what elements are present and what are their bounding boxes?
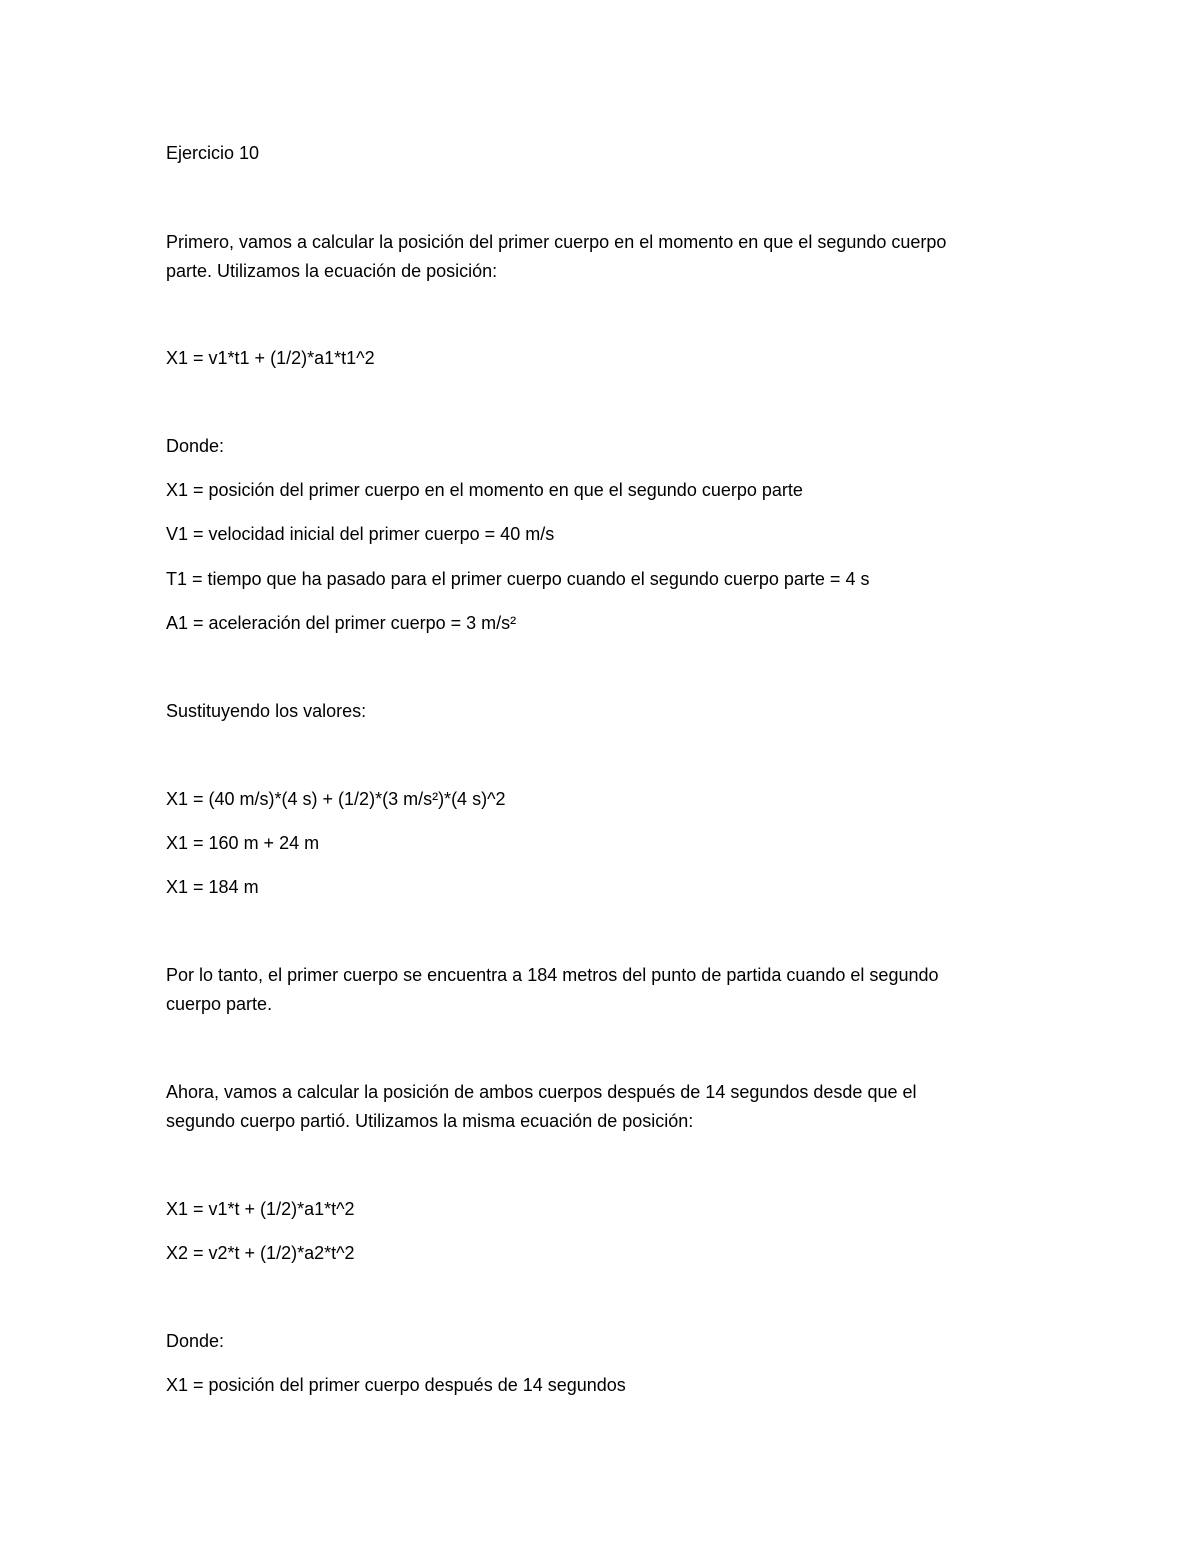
donde-heading-2: Donde: — [166, 1331, 225, 1351]
document-title: Ejercicio 10 — [166, 143, 260, 163]
donde-heading-1: Donde: — [166, 436, 225, 456]
conclusion-line-1: Por lo tanto, el primer cuerpo se encuentra a 184 metros del punto de partida cuando el segundo — [166, 965, 939, 985]
definition-x1: X1 = posición del primer cuerpo en el momento en que el segundo cuerpo parte — [166, 480, 803, 500]
ahora-line-2: segundo cuerpo partió. Utilizamos la misma ecuación de posición: — [166, 1111, 694, 1131]
sustituyendo-heading: Sustituyendo los valores: — [166, 701, 367, 721]
calculation-line-1: X1 = (40 m/s)*(4 s) + (1/2)*(3 m/s²)*(4 s)^2 — [166, 789, 506, 809]
ahora-line-1: Ahora, vamos a calcular la posición de ambos cuerpos después de 14 segundos desde que el — [166, 1082, 917, 1102]
intro-line-1: Primero, vamos a calcular la posición del primer cuerpo en el momento en que el segundo cuerpo — [166, 232, 947, 252]
equation-x2-general: X2 = v2*t + (1/2)*a2*t^2 — [166, 1243, 355, 1263]
definition-x1-14s: X1 = posición del primer cuerpo después de 14 segundos — [166, 1375, 626, 1395]
calculation-line-3: X1 = 184 m — [166, 877, 259, 897]
conclusion-line-2: cuerpo parte. — [166, 994, 273, 1014]
definition-v1: V1 = velocidad inicial del primer cuerpo = 40 m/s — [166, 524, 555, 544]
calculation-line-2: X1 = 160 m + 24 m — [166, 833, 320, 853]
equation-x1-general: X1 = v1*t + (1/2)*a1*t^2 — [166, 1199, 355, 1219]
definition-t1: T1 = tiempo que ha pasado para el primer cuerpo cuando el segundo cuerpo parte = 4 s — [166, 569, 870, 589]
equation-position-1: X1 = v1*t1 + (1/2)*a1*t1^2 — [166, 348, 375, 368]
definition-a1: A1 = aceleración del primer cuerpo = 3 m/s² — [166, 613, 517, 633]
intro-line-2: parte. Utilizamos la ecuación de posición: — [166, 261, 498, 281]
